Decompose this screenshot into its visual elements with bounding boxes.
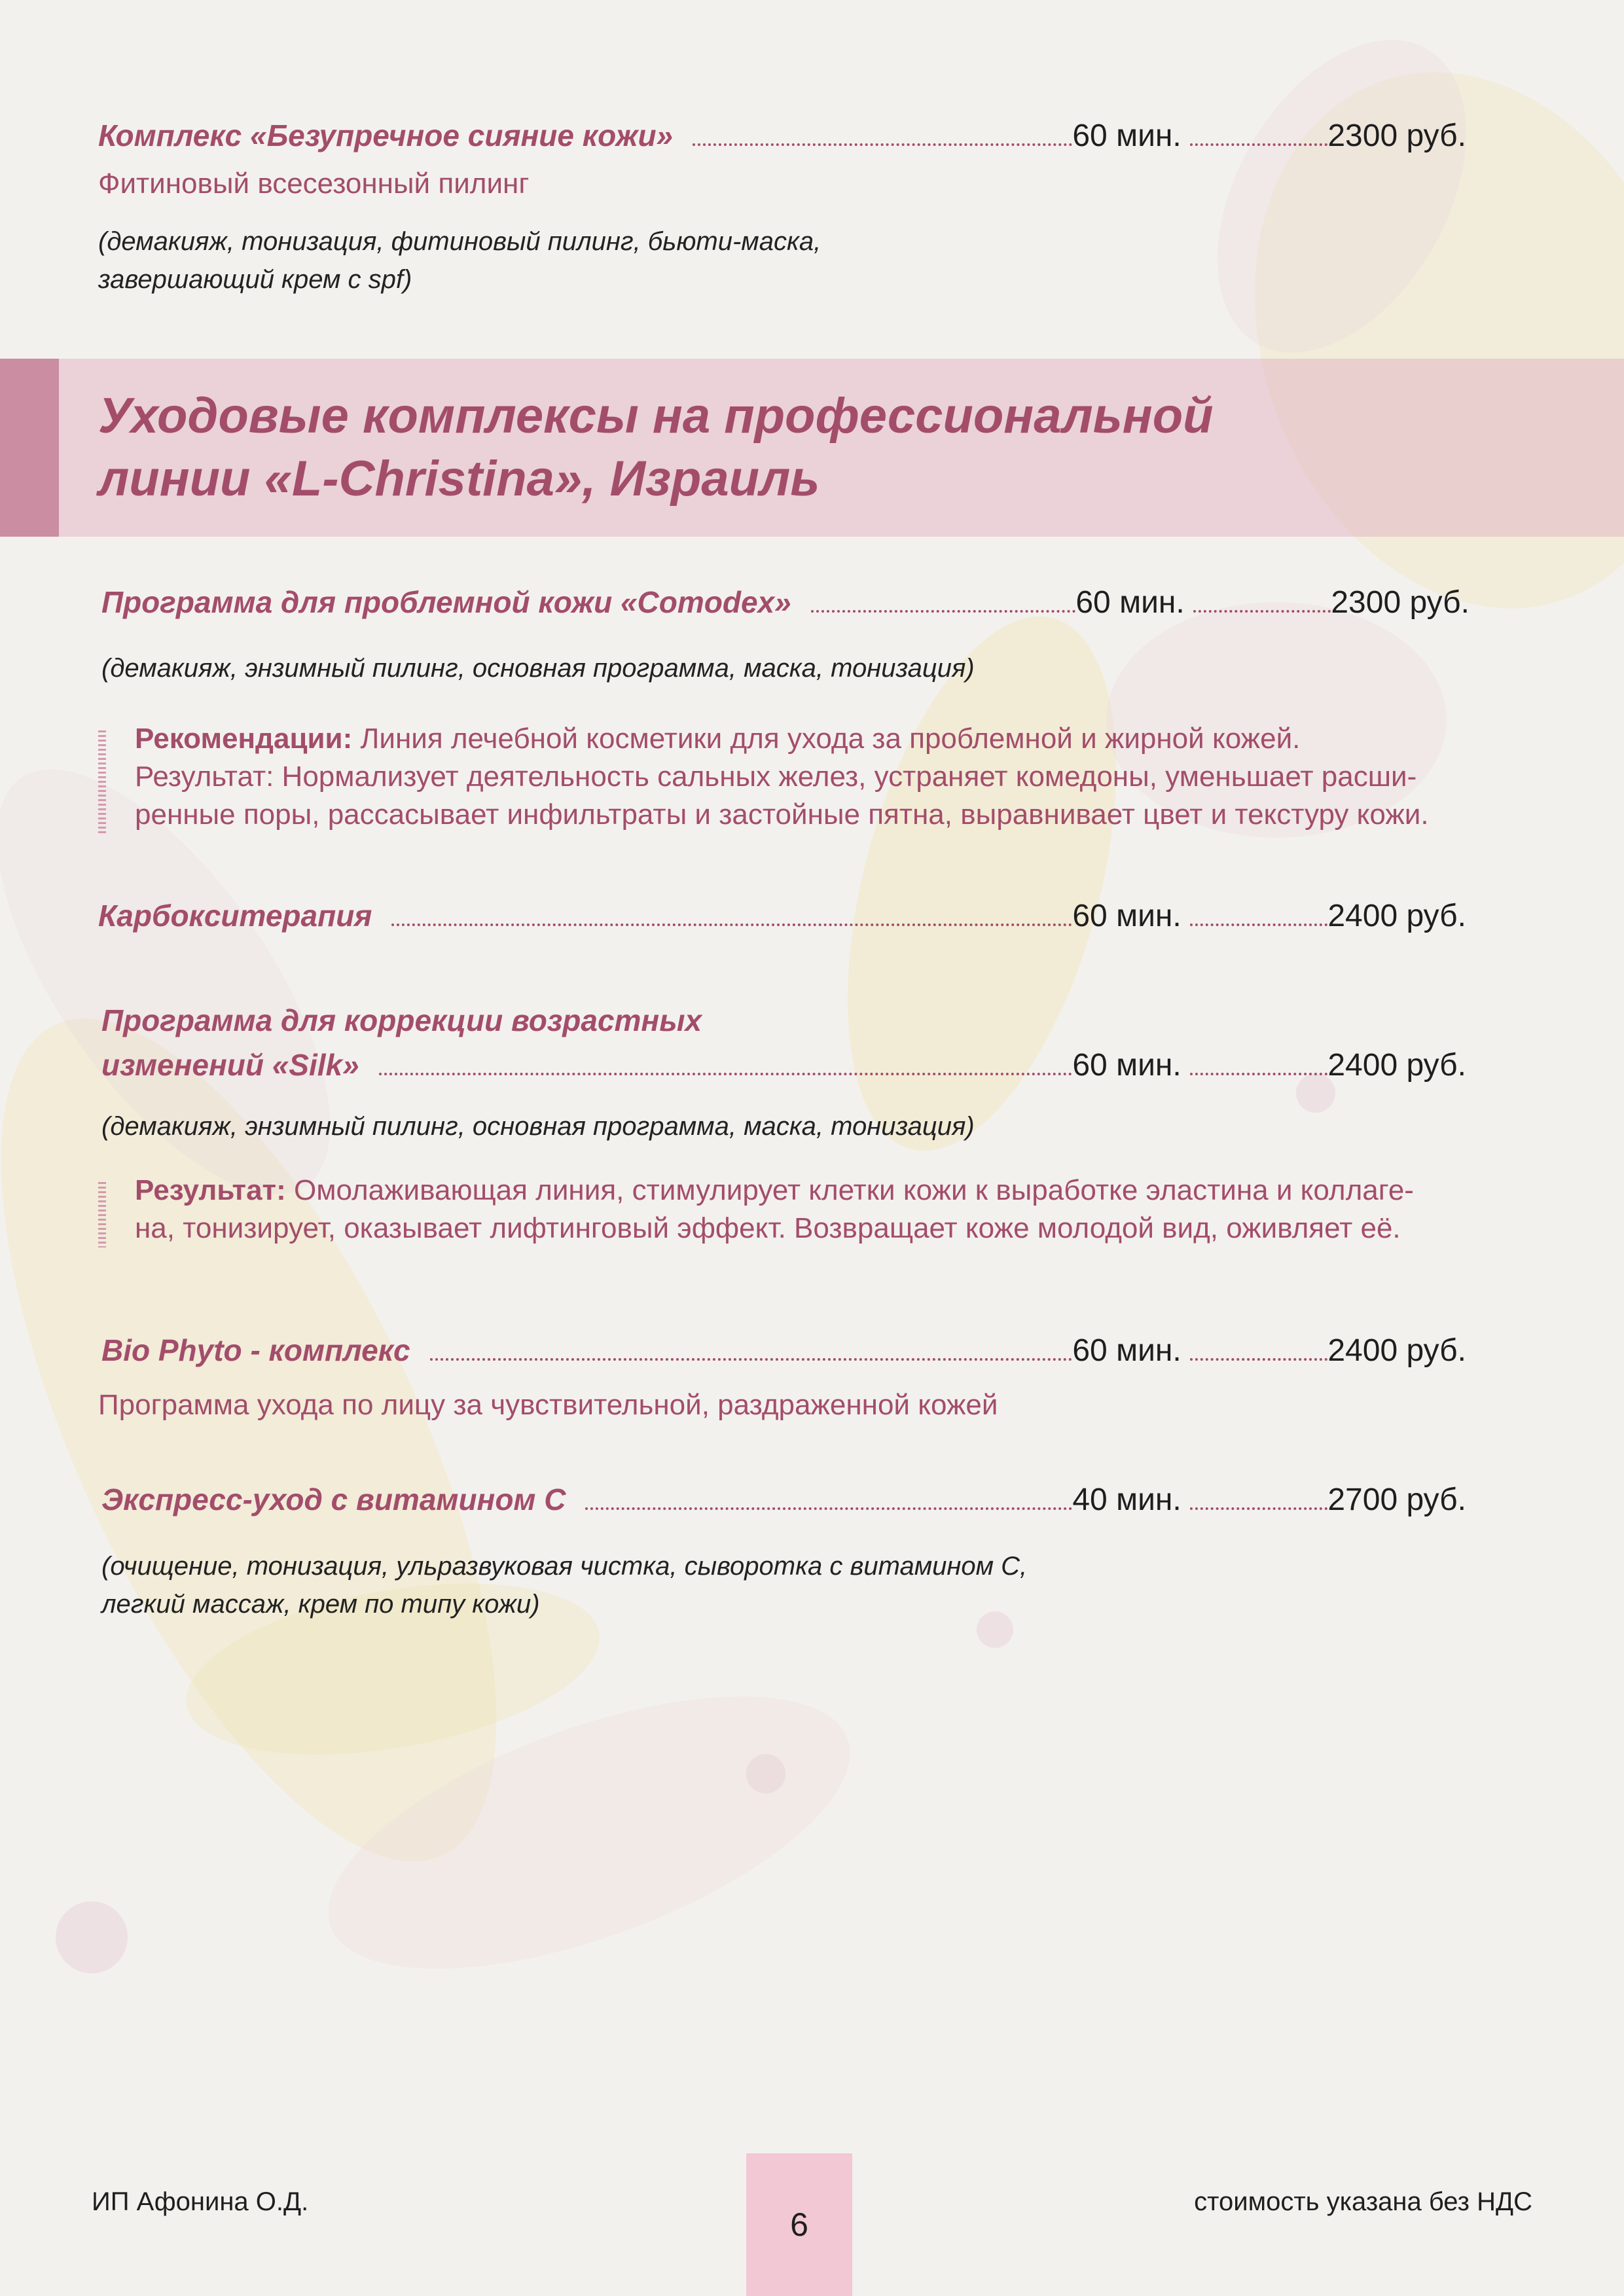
service-name: Программа для коррекции возрастных bbox=[101, 1003, 702, 1037]
service-price: 2400 руб. bbox=[1327, 899, 1466, 933]
service-duration: 40 мин. bbox=[1072, 1482, 1182, 1517]
note-line: легкий массаж, крем по типу кожи) bbox=[101, 1590, 540, 1619]
service-name: Программа для проблемной кожи «Comodex» bbox=[101, 585, 791, 619]
dot-leader bbox=[391, 924, 1072, 926]
dot-leader bbox=[693, 143, 1072, 146]
service-name: Карбокситерапия bbox=[98, 899, 372, 933]
dot-leader bbox=[811, 610, 1076, 613]
dot-leader bbox=[1193, 610, 1331, 613]
dot-leader bbox=[1190, 1507, 1327, 1510]
service-note bbox=[101, 1547, 1280, 1623]
result-line: на, тонизирует, оказывает лифтинговый эффект. Возвращает коже молодой вид, оживляет её. bbox=[135, 1212, 1401, 1244]
dot-leader bbox=[1190, 924, 1327, 926]
service-duration: 60 мин. bbox=[1072, 118, 1182, 153]
note-line: (демакияж, тонизация, фитиновый пилинг, бьюти-маска, bbox=[98, 227, 821, 256]
service-name: Экспресс-уход с витамином С bbox=[101, 1482, 566, 1516]
recommendation-block bbox=[98, 720, 1555, 834]
note-line: завершающий крем с spf) bbox=[98, 265, 412, 294]
section-title-line: Уходовые комплексы на профессиональной bbox=[98, 388, 1214, 444]
rec-label: Рекомендации: bbox=[135, 723, 353, 755]
price-row bbox=[98, 898, 1466, 944]
dot-leader bbox=[1190, 143, 1327, 146]
note-line: (очищение, тонизация, ульразвуковая чистка, сыворотка с витамином С, bbox=[101, 1552, 1028, 1581]
service-name: изменений «Silk» bbox=[101, 1048, 359, 1082]
page-number bbox=[746, 2153, 852, 2296]
dot-leader bbox=[1190, 1358, 1327, 1361]
result-label: Результат: bbox=[135, 1174, 286, 1206]
service-subtitle: Фитиновый всесезонный пилинг bbox=[98, 168, 530, 200]
service-note: (демакияж, энзимный пилинг, основная программа, маска, тонизация) bbox=[101, 1112, 975, 1141]
footer-company: ИП Афонина О.Д. bbox=[92, 2187, 309, 2216]
rec-text: Линия лечебной косметики для ухода за проблемной и жирной кожей. bbox=[352, 723, 1301, 755]
service-price: 2300 руб. bbox=[1331, 585, 1470, 620]
footer-vat-note: стоимость указана без НДС bbox=[1194, 2187, 1532, 2216]
service-note: (демакияж, энзимный пилинг, основная программа, маска, тонизация) bbox=[101, 654, 975, 683]
price-row bbox=[101, 584, 1470, 630]
service-price: 2700 руб. bbox=[1327, 1482, 1466, 1517]
section-tab bbox=[0, 359, 59, 537]
page-number-text: 6 bbox=[790, 2206, 808, 2243]
service-duration: 60 мин. bbox=[1072, 1048, 1182, 1083]
section-title-line: линии «L-Christina», Израиль bbox=[98, 451, 820, 507]
service-price: 2400 руб. bbox=[1327, 1048, 1466, 1083]
service-price: 2400 руб. bbox=[1327, 1333, 1466, 1368]
dot-leader bbox=[430, 1358, 1073, 1361]
section-title bbox=[98, 385, 1538, 511]
service-note bbox=[98, 223, 1146, 298]
price-row bbox=[101, 1482, 1466, 1528]
price-row bbox=[98, 118, 1466, 164]
service-name: Комплекс «Безупречное сияние кожи» bbox=[98, 118, 674, 152]
dot-leader bbox=[1190, 1073, 1327, 1075]
quote-bar bbox=[98, 1182, 106, 1247]
service-duration: 60 мин. bbox=[1075, 585, 1185, 620]
price-row bbox=[101, 1047, 1466, 1093]
service-name: Bio Phyto - комплекс bbox=[101, 1333, 410, 1367]
result-line: Результат: Нормализует деятельность сальных желез, устраняет комедоны, уменьшает расши- bbox=[135, 761, 1417, 793]
result-block bbox=[98, 1172, 1555, 1247]
price-row bbox=[101, 1333, 1466, 1378]
service-subtitle: Программа ухода по лицу за чувствительной, раздраженной кожей bbox=[98, 1389, 998, 1421]
service-duration: 60 мин. bbox=[1072, 899, 1182, 933]
result-text: Омолаживающая линия, стимулирует клетки кожи к выработке эластина и коллаге- bbox=[285, 1174, 1414, 1206]
result-line: ренные поры, рассасывает инфильтраты и застойные пятна, выравнивает цвет и текстуру кожи. bbox=[135, 798, 1429, 831]
service-price: 2300 руб. bbox=[1327, 118, 1466, 153]
dot-leader bbox=[379, 1073, 1073, 1075]
service-duration: 60 мин. bbox=[1072, 1333, 1182, 1368]
quote-bar bbox=[98, 730, 106, 834]
dot-leader bbox=[585, 1507, 1072, 1510]
